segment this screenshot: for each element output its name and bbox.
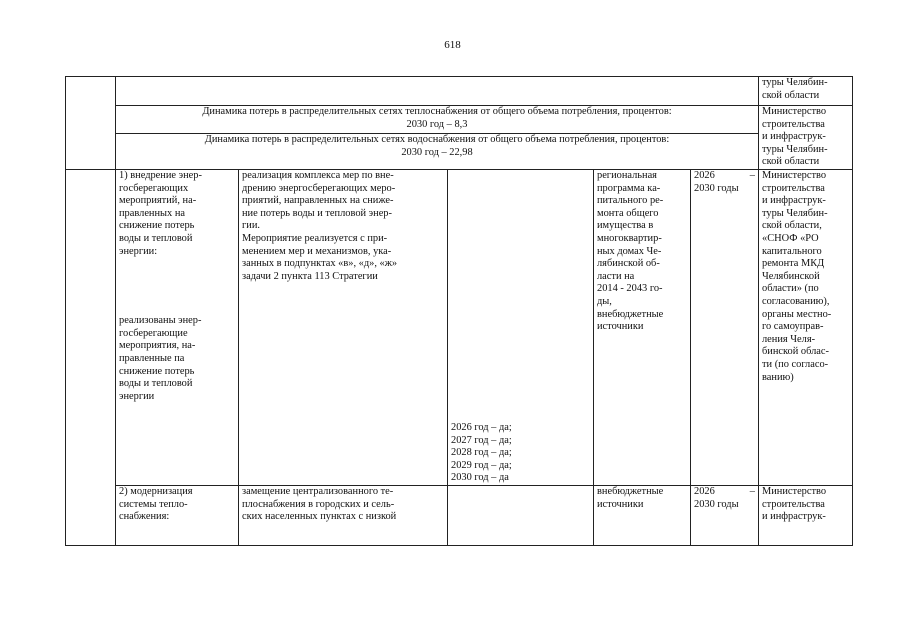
responsible-line: строительства bbox=[762, 182, 825, 194]
dynamics-water-row bbox=[66, 134, 853, 170]
dynamics-water-cell bbox=[116, 134, 759, 170]
measure-name-line: 2) модернизация bbox=[119, 485, 193, 497]
period-end: 2030 годы bbox=[694, 182, 739, 194]
responsible-line: ванию) bbox=[762, 371, 794, 383]
continued-row bbox=[66, 77, 853, 106]
measure-period-cell bbox=[691, 170, 759, 486]
responsible-line: ремонта МКД bbox=[762, 258, 825, 270]
source-line: источники bbox=[597, 321, 644, 333]
measure-responsible-cell bbox=[759, 485, 853, 545]
responsible-line: ской области bbox=[762, 89, 820, 101]
measure-description-cell bbox=[239, 485, 448, 545]
measure-name-line: снижение потерь bbox=[119, 220, 195, 232]
measure-result-line: правленные па bbox=[119, 352, 185, 364]
measure-description-cell bbox=[239, 170, 448, 486]
source-line: источники bbox=[597, 498, 644, 510]
measure-result-line: мероприятия, на- bbox=[119, 340, 196, 352]
measure-responsible-cell bbox=[759, 170, 853, 486]
measure-result-line: реализованы энер- bbox=[119, 315, 202, 327]
measure-result-line: снижение потерь bbox=[119, 365, 195, 377]
source-line: питального ре- bbox=[597, 195, 664, 207]
source-line: внебюджетные bbox=[597, 308, 664, 320]
page-number: 618 bbox=[444, 39, 461, 51]
indicator-line: 2030 год – да bbox=[451, 472, 509, 484]
dynamics-responsible-cell bbox=[759, 106, 853, 170]
indicator-line: 2027 год – да; bbox=[451, 434, 512, 446]
description-line: плоснабжения в городских и сель- bbox=[242, 498, 395, 510]
responsible-line: Министерство bbox=[762, 106, 827, 117]
period-end: 2030 годы bbox=[694, 498, 739, 510]
source-line: ды, bbox=[597, 295, 612, 307]
dynamics-heat-value: 2030 год – 8,3 bbox=[406, 118, 468, 130]
source-line: ласти на bbox=[597, 270, 635, 282]
measure-indicator-cell bbox=[448, 485, 594, 545]
measure-name-line: снабжения: bbox=[119, 511, 170, 523]
responsible-line: бинской облас- bbox=[762, 346, 829, 358]
responsible-line: и инфраструк- bbox=[762, 511, 826, 523]
responsible-line: согласованию), bbox=[762, 295, 830, 307]
responsible-line: Челябинской bbox=[762, 270, 820, 282]
measure-name-line: энергии: bbox=[119, 245, 158, 257]
responsible-line: органы местно- bbox=[762, 308, 832, 320]
measure-name-line: воды и тепловой bbox=[119, 232, 193, 244]
description-line: гии. bbox=[242, 220, 260, 232]
measure-row bbox=[66, 170, 853, 486]
measure-period-cell bbox=[691, 485, 759, 545]
source-line: региональная bbox=[597, 170, 657, 181]
measure-name-cell bbox=[116, 170, 239, 486]
measures-table bbox=[65, 76, 853, 546]
measure-indicator-cell bbox=[448, 170, 594, 486]
measure-row bbox=[66, 485, 853, 545]
dynamics-water-value: 2030 год – 22,98 bbox=[401, 146, 473, 158]
responsible-line: туры Челябин- bbox=[762, 77, 828, 88]
source-line: внебюджетные bbox=[597, 485, 664, 497]
measure-result bbox=[119, 315, 235, 403]
measure-source-cell bbox=[594, 485, 691, 545]
responsible-line: ской области, bbox=[762, 220, 822, 232]
responsible-line: капитального bbox=[762, 245, 822, 257]
responsible-line: строительства bbox=[762, 118, 825, 130]
description-line: ние потерь воды и тепловой энер- bbox=[242, 207, 392, 219]
description-line: занных в подпунктах «в», «д», «ж» bbox=[242, 258, 398, 270]
source-line: ных домах Че- bbox=[597, 245, 662, 257]
responsible-line: Министерство bbox=[762, 485, 827, 497]
responsible-line: и инфраструк- bbox=[762, 131, 826, 143]
source-line: 2014 - 2043 го- bbox=[597, 283, 663, 295]
indicator-line: 2026 год – да; bbox=[451, 422, 512, 433]
responsible-line: ти (по согласо- bbox=[762, 358, 829, 370]
description-line: замещение централизованного те- bbox=[242, 485, 394, 497]
measure-name-line: системы тепло- bbox=[119, 498, 188, 510]
number-cell bbox=[66, 170, 116, 486]
measure-name-line: 1) внедрение энер- bbox=[119, 170, 202, 181]
indicator-line: 2029 год – да; bbox=[451, 459, 512, 471]
source-line: многоквартир- bbox=[597, 232, 662, 244]
number-cell bbox=[66, 485, 116, 545]
name-cell bbox=[116, 77, 239, 106]
responsible-line: ления Челя- bbox=[762, 333, 816, 345]
dynamics-heat-row bbox=[66, 106, 853, 134]
source-line: программа ка- bbox=[597, 182, 661, 194]
dynamics-heat-cell bbox=[116, 106, 759, 134]
measure-name-line: правленных на bbox=[119, 207, 186, 219]
indicator-line: 2028 год – да; bbox=[451, 447, 512, 459]
measure-name-line: мероприятий, на- bbox=[119, 195, 197, 207]
description-line: Мероприятие реализуется с при- bbox=[242, 232, 388, 244]
responsible-line: области» (по bbox=[762, 283, 819, 295]
description-line: менением мер и механизмов, ука- bbox=[242, 245, 392, 257]
responsible-cell bbox=[759, 77, 853, 106]
description-line: задачи 2 пункта 113 Стратегии bbox=[242, 270, 378, 282]
dynamics-heat-text: Динамика потерь в распределительных сетях теплоснабжения от общего объема потребления, процентов: bbox=[202, 106, 672, 117]
source-line: лябинской об- bbox=[597, 258, 660, 270]
description-line: приятий, направленных на сниже- bbox=[242, 195, 394, 207]
source-line: имущества в bbox=[597, 220, 654, 232]
description-line: реализация комплекса мер по вне- bbox=[242, 170, 394, 181]
responsible-line: и инфраструк- bbox=[762, 195, 826, 207]
measure-result-line: госберегающие bbox=[119, 327, 188, 339]
description-line: дрению энергосберегающих меро- bbox=[242, 182, 396, 194]
source-line: монта общего bbox=[597, 207, 659, 219]
responsible-line: туры Челябин- bbox=[762, 207, 828, 219]
responsible-line: туры Челябин- bbox=[762, 143, 828, 155]
dynamics-water-text: Динамика потерь в распределительных сетях водоснабжения от общего объема потребления, процентов: bbox=[204, 134, 670, 145]
responsible-line: Министерство bbox=[762, 170, 827, 181]
number-cell bbox=[66, 77, 116, 106]
measure-result-line: энергии bbox=[119, 390, 155, 402]
measure-source-cell bbox=[594, 170, 691, 486]
measure-name-cell bbox=[116, 485, 239, 545]
responsible-line: го самоуправ- bbox=[762, 321, 824, 333]
description-line: ских населенных пунктах с низкой bbox=[242, 511, 397, 523]
period-start: 2026 – bbox=[694, 485, 755, 497]
responsible-line: строительства bbox=[762, 498, 825, 510]
responsible-line: ской области bbox=[762, 156, 820, 168]
measure-name-line: госберегающих bbox=[119, 182, 189, 194]
period-start: 2026 – bbox=[694, 170, 755, 181]
measure-result-line: воды и тепловой bbox=[119, 378, 193, 390]
responsible-line: «СНОФ «РО bbox=[762, 232, 819, 244]
